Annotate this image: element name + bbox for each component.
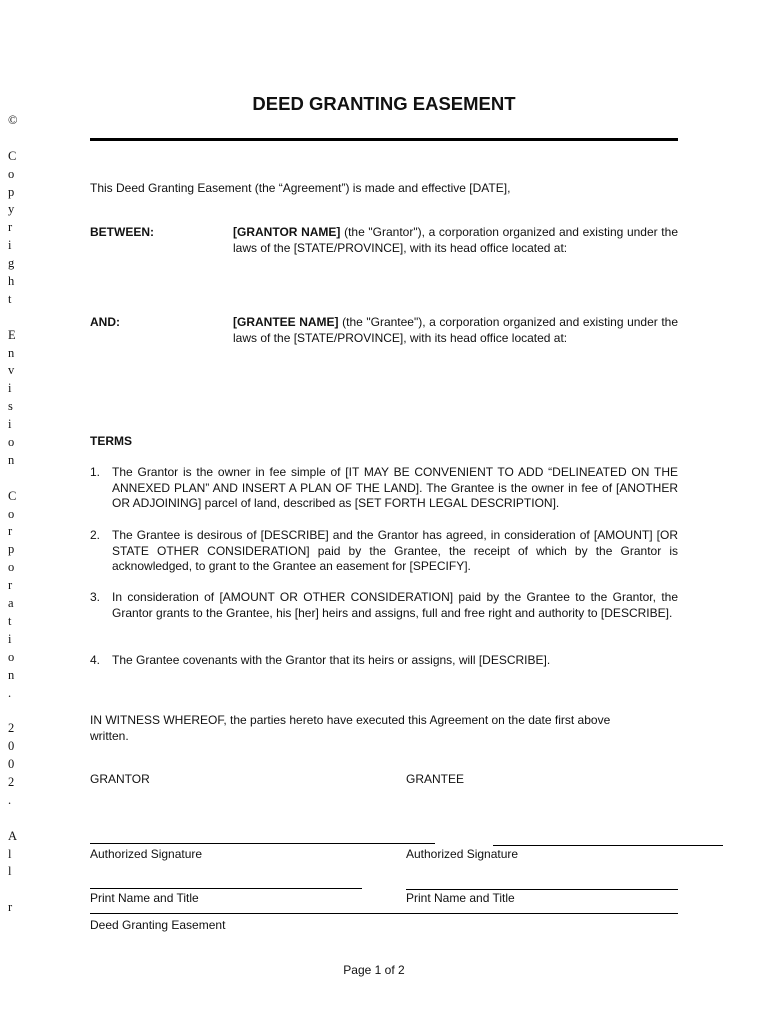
copyright-char: r <box>8 578 13 593</box>
copyright-char: t <box>8 291 12 306</box>
term-text: The Grantee is desirous of [DESCRIBE] and the Grantor has agreed, in consideration of [AMOUNT] [OR STATE OTHER CONSIDERATION] paid by the Grantee, the receipt of which by the Grantor is acknowledged, to grant to the Grantee an easement for [SPECIFY]. <box>112 528 678 574</box>
grantor-name-line <box>90 888 362 889</box>
grantee-party-text <box>233 315 678 346</box>
grantee-signature-line <box>493 845 723 846</box>
copyright-char: C <box>8 148 17 163</box>
copyright-char: r <box>8 220 13 235</box>
between-label: BETWEEN: <box>90 225 154 239</box>
copyright-char: n <box>8 667 15 682</box>
copyright-char: s <box>8 399 13 414</box>
copyright-char: v <box>8 363 15 378</box>
term-text: The Grantor is the owner in fee simple of [IT MAY BE CONVENIENT TO ADD “DELINEATED ON THE ANNEXED PLAN” AND INSERT A PLAN OF THE LAND]. The Grantee is the owner in fee of [ANOTHER OR ADJOINING] parcel of land, described as [SET FORTH LEGAL DESCRIPTION]. <box>112 465 678 511</box>
term-number: 1. <box>90 465 101 479</box>
copyright-char <box>8 130 22 148</box>
grantor-print-name-label: Print Name and Title <box>90 891 199 905</box>
copyright-char: n <box>8 452 15 467</box>
copyright-char: . <box>8 685 12 700</box>
grantor-authorized-signature-label: Authorized Signature <box>90 847 203 861</box>
copyright-char: 2 <box>8 774 15 789</box>
copyright-char: i <box>8 381 12 396</box>
copyright-char: p <box>8 542 15 557</box>
grantee-label: GRANTEE <box>406 772 465 786</box>
grantor-party-text <box>233 225 678 256</box>
footer-document-name: Deed Granting Easement <box>90 918 226 932</box>
copyright-char: r <box>8 900 13 915</box>
copyright-char <box>8 881 22 899</box>
term-number: 4. <box>90 653 101 667</box>
copyright-char: l <box>8 864 12 879</box>
copyright-char: A <box>8 828 18 843</box>
intro-paragraph: This Deed Granting Easement (the “Agreement”) is made and effective [DATE], <box>90 181 511 195</box>
grantee-name-line <box>406 889 678 890</box>
copyright-char: 0 <box>8 739 15 754</box>
copyright-char: 0 <box>8 757 15 772</box>
witness-paragraph: IN WITNESS WHEREOF, the parties hereto have executed this Agreement on the date first above written. <box>90 713 611 743</box>
copyright-char: o <box>8 560 15 575</box>
copyright-char: © <box>8 113 18 127</box>
page-number: Page 1 of 2 <box>343 963 405 977</box>
term-text: In consideration of [AMOUNT OR OTHER CONSIDERATION] paid by the Grantee to the Grantor, the Grantor grants to the Grantee, his [her] heirs and assigns, full and free right and authority to [DESCRIBE]. <box>112 590 678 620</box>
title-rule <box>90 138 678 141</box>
grantee-print-name-label: Print Name and Title <box>406 891 515 905</box>
term-text: The Grantee covenants with the Grantor that its heirs or assigns, will [DESCRIBE]. <box>112 653 551 667</box>
copyright-char <box>8 470 22 488</box>
copyright-char: r <box>8 524 13 539</box>
copyright-char <box>8 702 22 720</box>
copyright-char: y <box>8 202 15 217</box>
copyright-char: h <box>8 274 15 289</box>
copyright-char: i <box>8 631 12 646</box>
copyright-char <box>8 810 22 828</box>
copyright-char: a <box>8 596 14 611</box>
copyright-char: o <box>8 649 15 664</box>
and-label: AND: <box>90 315 120 329</box>
copyright-char: n <box>8 345 15 360</box>
grantee-authorized-signature-label: Authorized Signature <box>406 847 519 861</box>
copyright-char: E <box>8 327 16 342</box>
copyright-char: 2 <box>8 721 15 736</box>
copyright-vertical-text <box>8 112 22 917</box>
footer-rule <box>90 913 678 914</box>
copyright-char: g <box>8 256 15 271</box>
copyright-char: p <box>8 184 15 199</box>
copyright-char: t <box>8 613 12 628</box>
copyright-char <box>8 309 22 327</box>
grantor-description: (the "Grantor"), a corporation organized and existing under the laws of the [STATE/PROVINCE], with its head office located at: <box>233 225 678 255</box>
term-number: 3. <box>90 590 101 604</box>
grantor-name: [GRANTOR NAME] <box>233 225 341 239</box>
copyright-char: o <box>8 166 15 181</box>
copyright-char: C <box>8 488 17 503</box>
grantor-signature-line <box>90 843 435 844</box>
document-title: DEED GRANTING EASEMENT <box>252 93 516 114</box>
copyright-char: l <box>8 846 12 861</box>
term-number: 2. <box>90 528 101 542</box>
grantee-description: (the "Grantee"), a corporation organized and existing under the laws of the [STATE/PROVINCE], with its head office located at: <box>233 315 679 345</box>
copyright-char: o <box>8 435 15 450</box>
copyright-char: . <box>8 792 12 807</box>
grantee-name: [GRANTEE NAME] <box>233 315 339 329</box>
copyright-char: o <box>8 506 15 521</box>
copyright-char: i <box>8 238 12 253</box>
terms-heading: TERMS <box>90 434 132 448</box>
copyright-char: i <box>8 417 12 432</box>
grantor-label: GRANTOR <box>90 772 150 786</box>
